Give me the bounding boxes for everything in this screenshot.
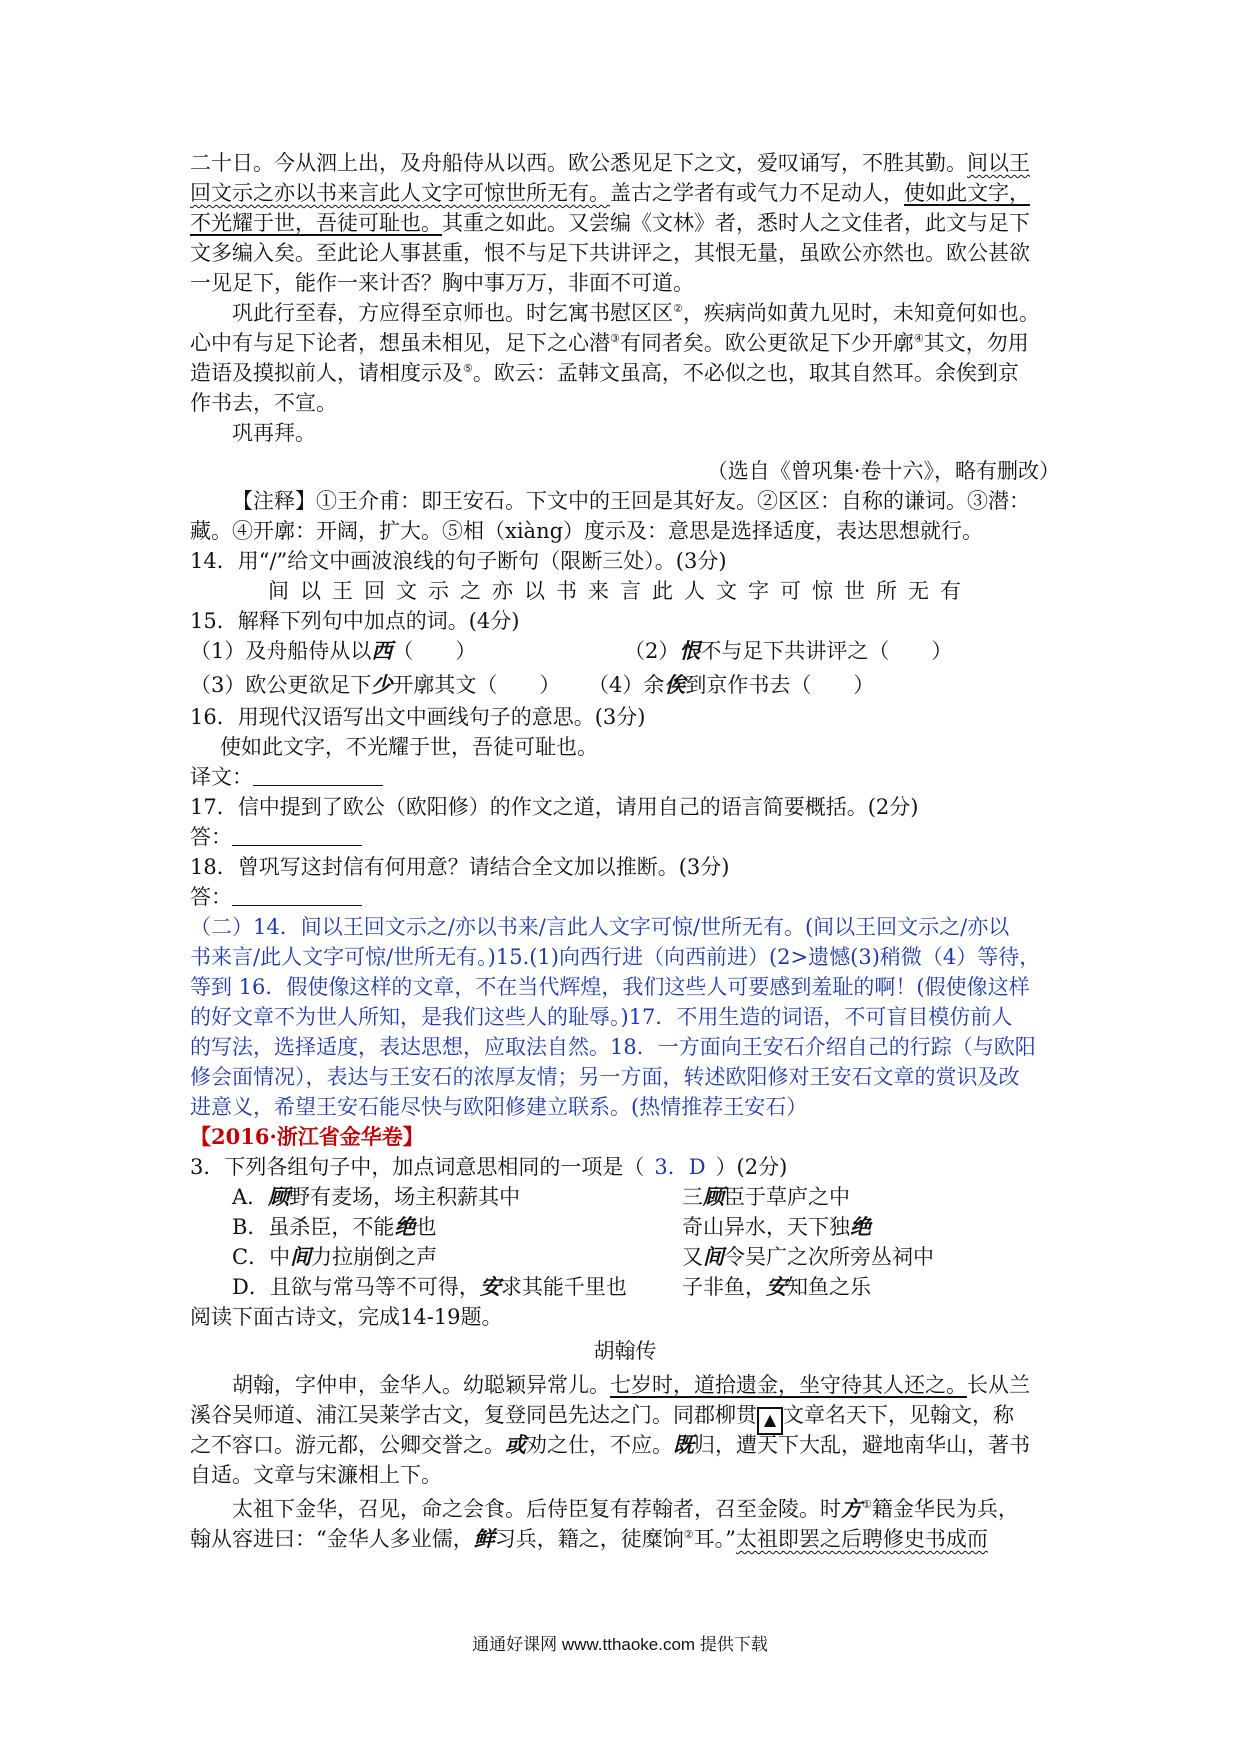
answer-blank[interactable] — [232, 825, 362, 846]
option-B: B．虽杀臣，不能绝也 奇山异水，天下独绝 — [232, 1214, 871, 1239]
wavy-underlined-text: 太祖即罢之后聘修史书成而 — [735, 1527, 988, 1551]
wavy-underlined-text: 间以王 — [967, 151, 1030, 175]
dotted-word: 绝 — [850, 1214, 871, 1239]
footnote-marker: ② — [683, 1528, 694, 1541]
passage-line: 不光耀于世，吾徒可耻也。其重之如此。又尝编《文林》者，悉时人之文佳者，此文与足下 — [190, 211, 1030, 235]
option-D: D．且欲与常马等不可得，安求其能千里也 子非鱼，安知鱼之乐 — [232, 1274, 871, 1299]
answer-inline: 3．D — [654, 1155, 706, 1179]
wavy-underlined-text: 回文示之亦以书来言此人文字可惊世所无有。 — [190, 181, 610, 205]
source-citation: （选自《曾巩集·卷十六》，略有删改） — [706, 459, 1060, 483]
dotted-word: 间 — [703, 1244, 724, 1269]
dotted-word: 方 — [841, 1496, 862, 1521]
passage-line: 自适。文章与宋濂相上下。 — [190, 1463, 442, 1487]
passage-line: 造语及摸拟前人，请相度示及⑤。欧云：孟韩文虽高，不必似之也，取其自然耳。余俟到京 — [190, 361, 1019, 385]
dotted-word: 俟 — [664, 672, 686, 697]
underlined-text: 使如此文字， — [904, 181, 1030, 205]
underlined-text: 七岁时，道拾遗金，坐守待其人还之。 — [610, 1373, 967, 1397]
passage-line: 一见足下，能作一来计否？胸中事万万，非面不可道。 — [190, 271, 694, 295]
answer-key-line: 进意义，希望王安石能尽快与欧阳修建立联系。(热情推荐王安石） — [190, 1095, 808, 1119]
dotted-word: 西 — [371, 638, 393, 663]
answer-key-line: 修会面情况），表达与王安石的浓厚友情；另一方面，转述欧阳修对王安石文章的赏识及改 — [190, 1065, 1020, 1089]
answer-blank[interactable] — [253, 765, 383, 786]
q15-row: （1）及舟船侍从以西（ ） （2）恨不与足下共讲评之（ ） — [190, 638, 953, 663]
passage-line: 心中有与足下论者，想虽未相见，足下之心潜③有同者矣。欧公更欲足下少开廓④其文，勿用 — [190, 331, 1029, 355]
question-3: 3．下列各组句子中，加点词意思相同的一项是（ 3．D ）(2分) — [190, 1155, 788, 1179]
dotted-word: 绝 — [394, 1214, 416, 1239]
option-A: A．顾野有麦场，场主积薪其中 三顾臣于草庐之中 — [232, 1184, 850, 1209]
dotted-word: 顾 — [703, 1184, 724, 1209]
footnote-marker: ① — [862, 1498, 872, 1511]
footnote-marker: ⑤ — [463, 362, 473, 375]
answer-key-line: 的好文章不为世人所知，是我们这些人的耻辱。)17．不用生造的词语，不可盲目模仿前人 — [190, 1005, 1013, 1029]
option-C: C．中间力拉崩倒之声 又间令吴广之次所旁丛祠中 — [232, 1244, 934, 1269]
underlined-text: 不光耀于世，吾徒可耻也。 — [190, 211, 442, 235]
passage-line: 胡翰，字仲申，金华人。幼聪颖异常儿。七岁时，道拾遗金，坐守待其人还之。长从兰 — [232, 1373, 1030, 1397]
passage-line: 太祖下金华，召见，命之会食。后侍臣复有荐翰者，召至金陵。时方①籍金华民为兵， — [232, 1496, 1019, 1521]
passage-line: 巩再拜。 — [232, 421, 316, 445]
dotted-word: 或 — [505, 1432, 526, 1457]
answer-blank[interactable] — [232, 885, 362, 906]
answer-line: 答： — [190, 822, 1060, 852]
page-footer: 通通好课网 www.tthaoke.com 提供下载 — [472, 1635, 768, 1654]
question-14: 14．用“/”给文中画波浪线的句子断句（限断三处）。(3分) — [190, 549, 727, 573]
dotted-word: 既 — [673, 1432, 694, 1457]
dotted-word: 间 — [290, 1244, 312, 1269]
dotted-word: 鲜 — [473, 1526, 495, 1551]
passage-line: 之不容口。游元都，公卿交誉之。或劝之仕，不应。既归，遭天下大乱，避地南华山，著书 — [190, 1432, 1030, 1457]
passage-line: 巩此行至春，方应得至京师也。时乞寓书慰区区②，疾病尚如黄九见时，未知竟何如也。 — [232, 301, 1040, 325]
passage-line: 回文示之亦以书来言此人文字可惊世所无有。盖古之学者有或气力不足动人，使如此文字， — [190, 181, 1030, 205]
answer-key-line: 的写法，选择适度，表达思想，应取法自然。18．一方面向王安石介绍自己的行踪（与欧阳 — [190, 1035, 1036, 1059]
passage-title: 胡翰传 — [593, 1339, 657, 1363]
dotted-word: 安 — [479, 1274, 501, 1299]
dotted-word: 少 — [371, 672, 393, 697]
footnote-marker: ② — [673, 302, 683, 315]
q14-text: 间以王回文示之亦以书来言此人文字可惊世所无有 — [268, 579, 972, 603]
section-heading: 【2016·浙江省金华卷】 — [190, 1124, 424, 1149]
q15-row: （3）欧公更欲足下少开廓其文（ ） （4）余俟到京作书去（ ） — [190, 672, 875, 697]
passage-line: 二十日。今从泗上出，及舟船侍从以西。欧公悉见足下之文，爱叹诵写，不胜其勤。间以王 — [190, 151, 1030, 175]
dotted-word: 顾 — [268, 1184, 290, 1209]
passage-line: 翰从容进曰：“金华人多业儒，鲜习兵，籍之，徒糜饷②耳。”太祖即罢之后聘修史书成而 — [190, 1526, 988, 1551]
document-page — [190, 148, 1060, 1554]
answer-line: 答： — [190, 882, 1060, 912]
answer-line: 译文： — [190, 762, 1060, 792]
reading-instruction: 阅读下面古诗文，完成14-19题。 — [190, 1305, 503, 1329]
question-16: 16．用现代汉语写出文中画线句子的意思。(3分) — [190, 705, 646, 729]
passage-line: 溪谷吴师道、浦江吴莱学古文，复登同邑先达之门。同郡柳贯 ▲ 文章名天下，见翰文，称 — [190, 1400, 1060, 1430]
annotation-line: 藏。④开廓：开阔，扩大。⑤相（xiàng）度示及：意思是选择适度，表达思想就行。 — [190, 519, 984, 543]
answer-key-line: 书来言/此人文字可惊/世所无有。)15.(1)向西行进（向西前进）(2>遗憾(3)稍微（4）等待， — [190, 945, 1041, 969]
q16-text: 使如此文字，不光耀于世，吾徒可耻也。 — [220, 735, 598, 759]
passage-line: 作书去，不宣。 — [190, 391, 337, 415]
passage-line: 文多编入矣。至此论人事甚重，恨不与足下共讲评之，其恨无量，虽欧公亦然也。欧公甚欲 — [190, 241, 1030, 265]
blank-box-triangle-icon: ▲ — [757, 1407, 783, 1435]
question-17: 17．信中提到了欧公（欧阳修）的作文之道，请用自己的语言简要概括。(2分) — [190, 795, 919, 819]
answer-key-line: （二）14．间以王回文示之/亦以书来/言此人文字可惊/世所无有。(间以王回文示之/亦以 — [190, 915, 1010, 939]
dotted-word: 恨 — [679, 638, 701, 663]
question-18: 18．曾巩写这封信有何用意？请结合全文加以推断。(3分) — [190, 855, 730, 879]
annotation-line: 【注释】①王介甫：即王安石。下文中的王回是其好友。②区区：自称的谦词。③潜： — [232, 489, 1030, 513]
answer-key-line: 等到 16．假使像这样的文章，不在当代辉煌，我们这些人可要感到羞耻的啊！(假使像这样 — [190, 975, 1030, 999]
footnote-marker: ③ — [610, 332, 620, 345]
question-15: 15．解释下列句中加点的词。(4分) — [190, 609, 520, 633]
dotted-word: 安 — [766, 1274, 787, 1299]
footnote-marker: ④ — [913, 332, 924, 345]
